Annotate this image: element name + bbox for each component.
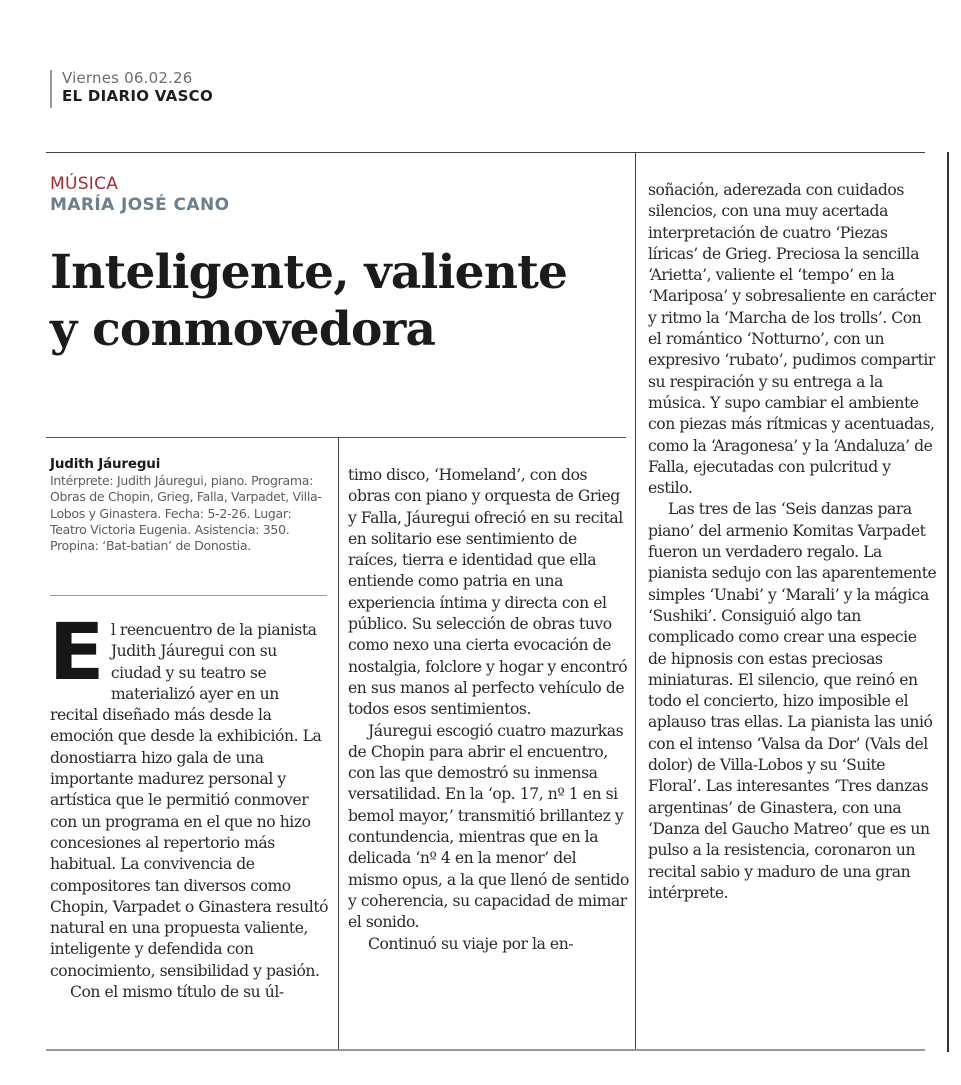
article-paragraph: Continuó su viaje por la en- xyxy=(368,934,574,953)
article-paragraph xyxy=(48,608,330,982)
drop-cap: E xyxy=(48,608,105,698)
article-paragraph: Las tres de las ‘Seis danzas para piano’ del armenio Komitas Varpadet fueron un verdadero regalo. La pianista sedujo con las aparentemente simples ‘Unabi’ y ‘Marali’ y la mágica ‘Sushiki’. Consiguió algo tan complicado como crear una especie de hipnosis con estas preciosas miniaturas. El silencio, que reinó en todo el concierto, hizo imposible el aplauso tras ellas. La pianista las unió con el intenso ‘Valsa da Dor’ (Vals del dolor) de Villa-Lobos y su ‘Suite Floral’. Las interesantes ‘Tres danzas argentinas’ de Ginastera, con una ‘Danza del Gaucho Matreo’ que es un pulso a la resistencia, coronaron un recital sabio y maduro de una gran intérprete. xyxy=(648,500,937,902)
article-column-2 xyxy=(348,465,630,955)
masthead xyxy=(50,70,213,108)
fact-sheet xyxy=(50,456,328,554)
article-paragraph: soñación, aderezada con cuidados silencios, con una muy acertada interpretación de cuatro ‘Piezas líricas’ de Grieg. Preciosa la sencilla ‘Arietta’, valiente el ‘tempo’ en la ‘Mariposa’ y sobresaliente en carácter y ritmo la ‘Marcha de los trolls’. Con el romántico ‘Notturno’, con un expresivo ‘rubato’, pudimos compartir su respiración y su entrega a la música. Y supo cambiar el ambiente con piezas más rítmicas y acentuadas, como la ‘Aragonesa’ y la ‘Andaluza’ de Falla, ejecutadas con pulcritud y estilo. xyxy=(648,181,936,498)
fact-sheet-rule xyxy=(50,595,327,596)
fact-sheet-text: Intérprete: Judith Jáuregui, piano. Programa: Obras de Chopin, Grieg, Falla, Varpadet, Villa-Lobos y Ginastera. Fecha: 5-2-26. Lugar: Teatro Victoria Eugenia. Asistencia: 350. Propina: ‘Bat-batian’ de Donostia. xyxy=(50,473,322,554)
column-divider xyxy=(635,152,636,1050)
fact-sheet-title: Judith Jáuregui xyxy=(50,456,161,472)
author-byline: MARÍA JOSÉ CANO xyxy=(50,195,230,215)
article-paragraph: timo disco, ‘Homeland’, con dos obras con piano y orquesta de Grieg y Falla, Jáuregui ofreció en su recital en solitario ese sentimiento de raíces, tierra e identidad que ella entiende como patria en una experiencia íntima y directa con el público. Su selección de obras tuvo como nexo una cierta evocación de nostalgia, folclore y hogar y encontró en sus manos al perfecto vehículo de todos esos sentimientos. xyxy=(348,466,628,719)
publication-date: Viernes 06.02.26 xyxy=(62,69,193,87)
headline xyxy=(50,244,620,358)
article-paragraph: Con el mismo título de su úl- xyxy=(70,983,284,1002)
headline-line-2: y conmovedora xyxy=(50,302,436,357)
article-column-1 xyxy=(48,608,330,1003)
page-edge-rule xyxy=(947,152,949,1052)
top-rule xyxy=(46,152,925,153)
article-column-3 xyxy=(648,180,938,904)
bottom-rule xyxy=(46,1049,925,1051)
column-top-rule xyxy=(46,437,626,438)
newspaper-name: EL DIARIO VASCO xyxy=(62,87,214,105)
paragraph-text: l reencuentro de la pianista Judith Jáuregui con su ciudad y su teatro se materializó ayer en un recital diseñado más desde la emoción que desde la exhibición. La donostiarra hizo gala de una importante madurez personal y artística que le permitió conmover con un programa en el que no hizo concesiones al repertorio más habitual. La convivencia de compositores tan diversos como Chopin, Varpadet o Ginastera resultó natural en una propuesta valiente, inteligente y defendida con conocimiento, sensibilidad y pasión. xyxy=(50,621,329,980)
headline-line-1: Inteligente, valiente xyxy=(50,245,568,300)
column-divider xyxy=(338,437,339,1050)
section-label: MÚSICA xyxy=(50,174,119,194)
article-paragraph: Jáuregui escogió cuatro mazurkas de Chopin para abrir el encuentro, con las que demostró su inmensa versatilidad. En la ‘op. 17, nº 1 en si bemol mayor,’ transmitió brillantez y contundencia, mientras que en la delicada ‘nº 4 en la menor’ del mismo opus, a la que llenó de sentido y coherencia, su capacidad de mimar el sonido. xyxy=(348,721,629,932)
